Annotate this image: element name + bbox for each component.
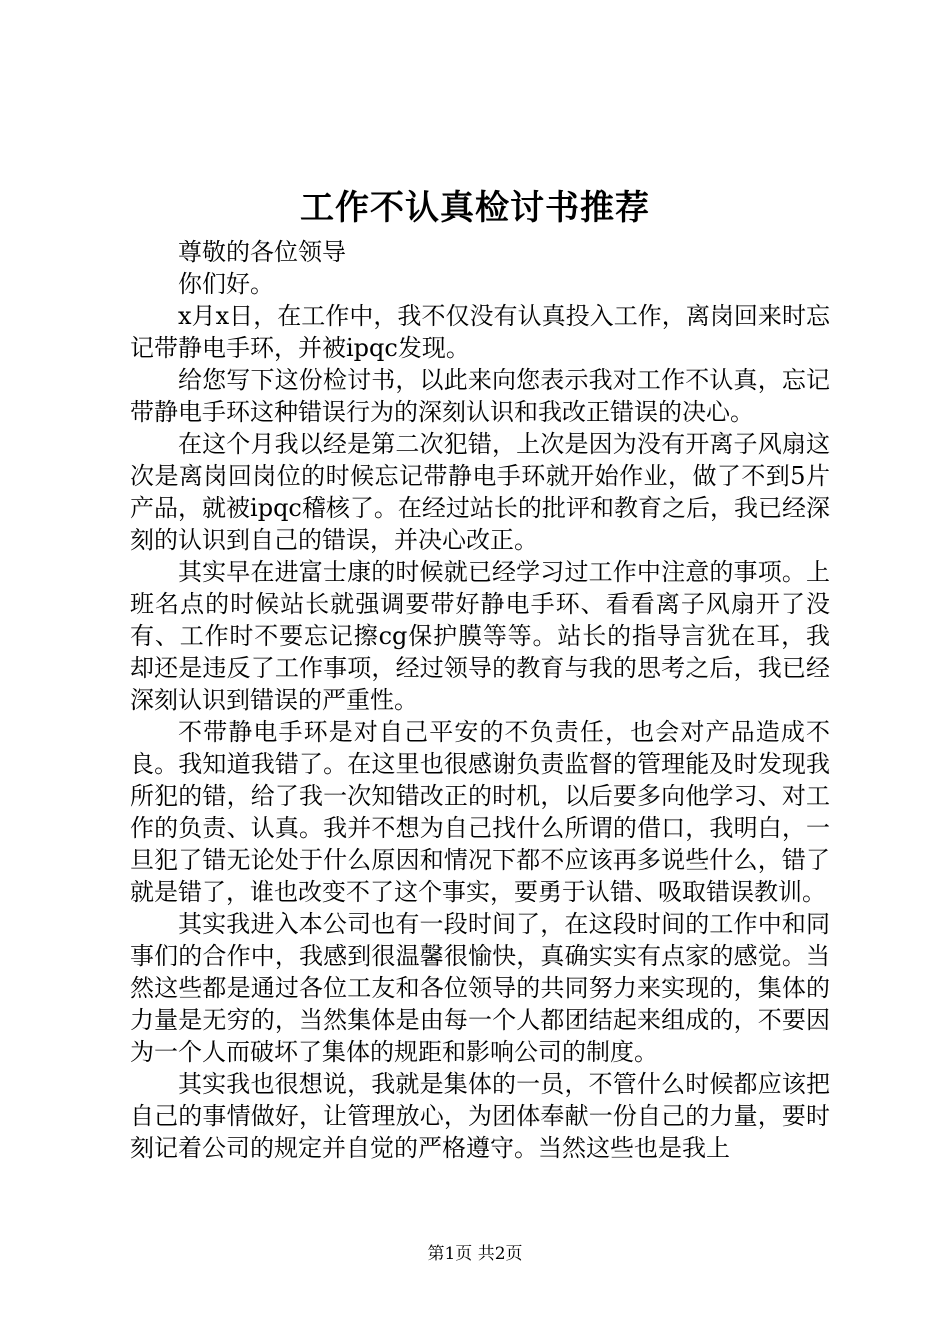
paragraph: 不带静电手环是对自己平安的不负责任，也会对产品造成不良。我知道我错了。在这里也很感谢负责监督的管理能及时发现我所犯的错，给了我一次知错改正的时机，以后要多向他学习、对工作的负责、认真。我并不想为自己找什么所谓的借口，我明白，一旦犯了错无论处于什么原因和情况下都不应该再多说些什么，错了就是错了，谁也改变不了这个事实，要勇于认错、吸取错误教训。 bbox=[130, 718, 830, 906]
paragraph: 其实我进入本公司也有一段时间了，在这段时间的工作中和同事们的合作中，我感到很温馨很愉快，真确实实有点家的感觉。当然这些都是通过各位工友和各位领导的共同努力来实现的，集体的力量是无穷的，当然集体是由每一个人都团结起来组成的，不要因为一个人而破坏了集体的规距和影响公司的制度。 bbox=[130, 910, 830, 1066]
paragraph-greeting: 你们好。 bbox=[178, 270, 274, 298]
paragraph: 其实我也很想说，我就是集体的一员，不管什么时候都应该把自己的事情做好，让管理放心，为团体奉献一份自己的力量，要时刻记着公司的规定并自觉的严格遵守。当然这些也是我上 bbox=[130, 1070, 830, 1162]
paragraph: 在这个月我以经是第二次犯错，上次是因为没有开离子风扇这次是离岗回岗位的时候忘记带静电手环就开始作业，做了不到5片产品，就被ipqc稽核了。在经过站长的批评和教育之后，我已经深刻的认识到自己的错误，并决心改正。 bbox=[130, 430, 830, 554]
paragraph: 给您写下这份检讨书，以此来向您表示我对工作不认真，忘记带静电手环这种错误行为的深刻认识和我改正错误的决心。 bbox=[130, 366, 830, 426]
paragraph-salutation: 尊敬的各位领导 bbox=[178, 238, 346, 266]
document-body bbox=[130, 236, 830, 1164]
page-number-footer: 第1页 共2页 bbox=[427, 1244, 523, 1264]
paragraph: x月x日，在工作中，我不仅没有认真投入工作，离岗回来时忘记带静电手环，并被ipqc发现。 bbox=[130, 302, 830, 362]
document-title: 工作不认真检讨书推荐 bbox=[300, 188, 650, 228]
paragraph: 其实早在进富士康的时候就已经学习过工作中注意的事项。上班名点的时候站长就强调要带好静电手环、看看离子风扇开了没有、工作时不要忘记擦cg保护膜等等。站长的指导言犹在耳，我却还是违反了工作事项，经过领导的教育与我的思考之后，我已经深刻认识到错误的严重性。 bbox=[130, 558, 830, 714]
